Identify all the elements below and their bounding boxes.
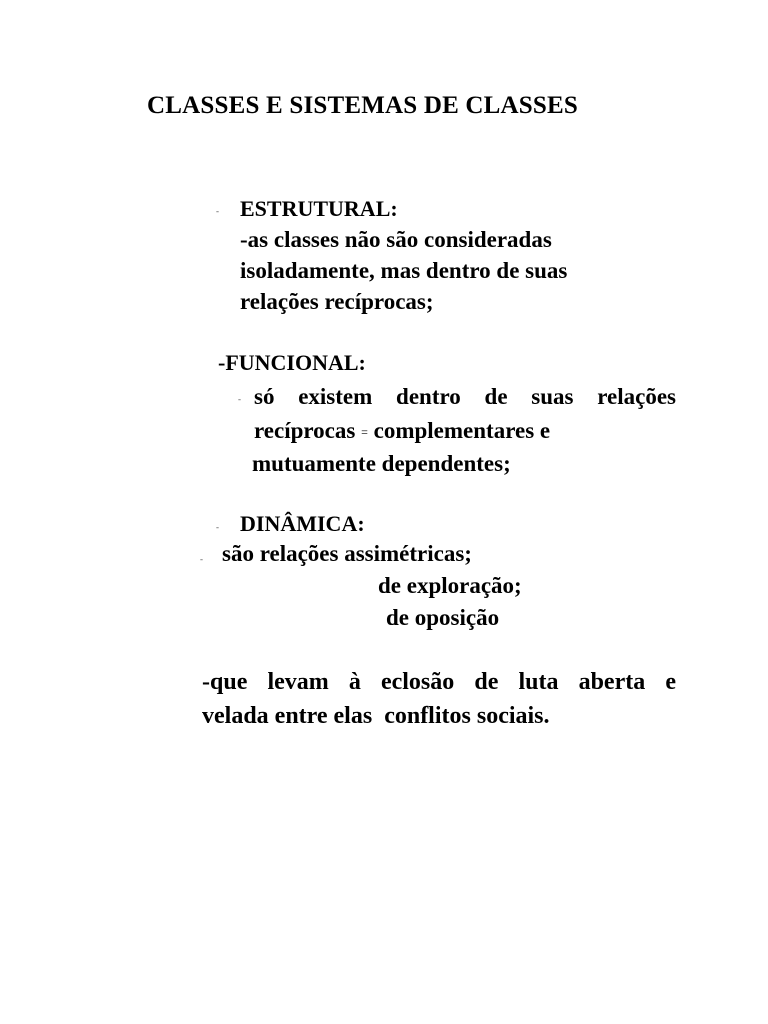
section-heading-funcional: -FUNCIONAL:: [218, 350, 366, 375]
conclusion-line-2: velada entre elas conflitos sociais.: [202, 703, 550, 729]
estrutural-line-2: isoladamente, mas dentro de suas: [240, 258, 568, 283]
funcional-line-2-a: recíprocas: [254, 418, 356, 443]
bullet-marker: -: [216, 522, 219, 532]
funcional-line-3: mutuamente dependentes;: [252, 451, 511, 476]
equals-sign: =: [361, 425, 368, 439]
dinamica-line-2: de exploração;: [378, 573, 522, 598]
funcional-line-2-b: complementares e: [373, 418, 551, 443]
estrutural-line-1: -as classes não são consideradas: [240, 227, 552, 252]
funcional-line-1: só existem dentro de suas relações: [254, 384, 676, 409]
estrutural-line-3: relações recíprocas;: [240, 289, 434, 314]
bullet-marker: -: [200, 554, 203, 564]
section-heading-dinamica: DINÂMICA:: [240, 511, 365, 536]
page-title: CLASSES E SISTEMAS DE CLASSES: [147, 92, 578, 119]
dinamica-line-1: são relações assimétricas;: [222, 541, 472, 566]
section-heading-estrutural: ESTRUTURAL:: [240, 196, 398, 221]
funcional-line-2: [254, 415, 550, 448]
bullet-marker: -: [238, 394, 241, 404]
dinamica-line-3: de oposição: [386, 605, 500, 630]
bullet-marker: -: [216, 206, 219, 216]
conclusion-line-1: -que levam à eclosão de luta aberta e: [202, 669, 676, 695]
